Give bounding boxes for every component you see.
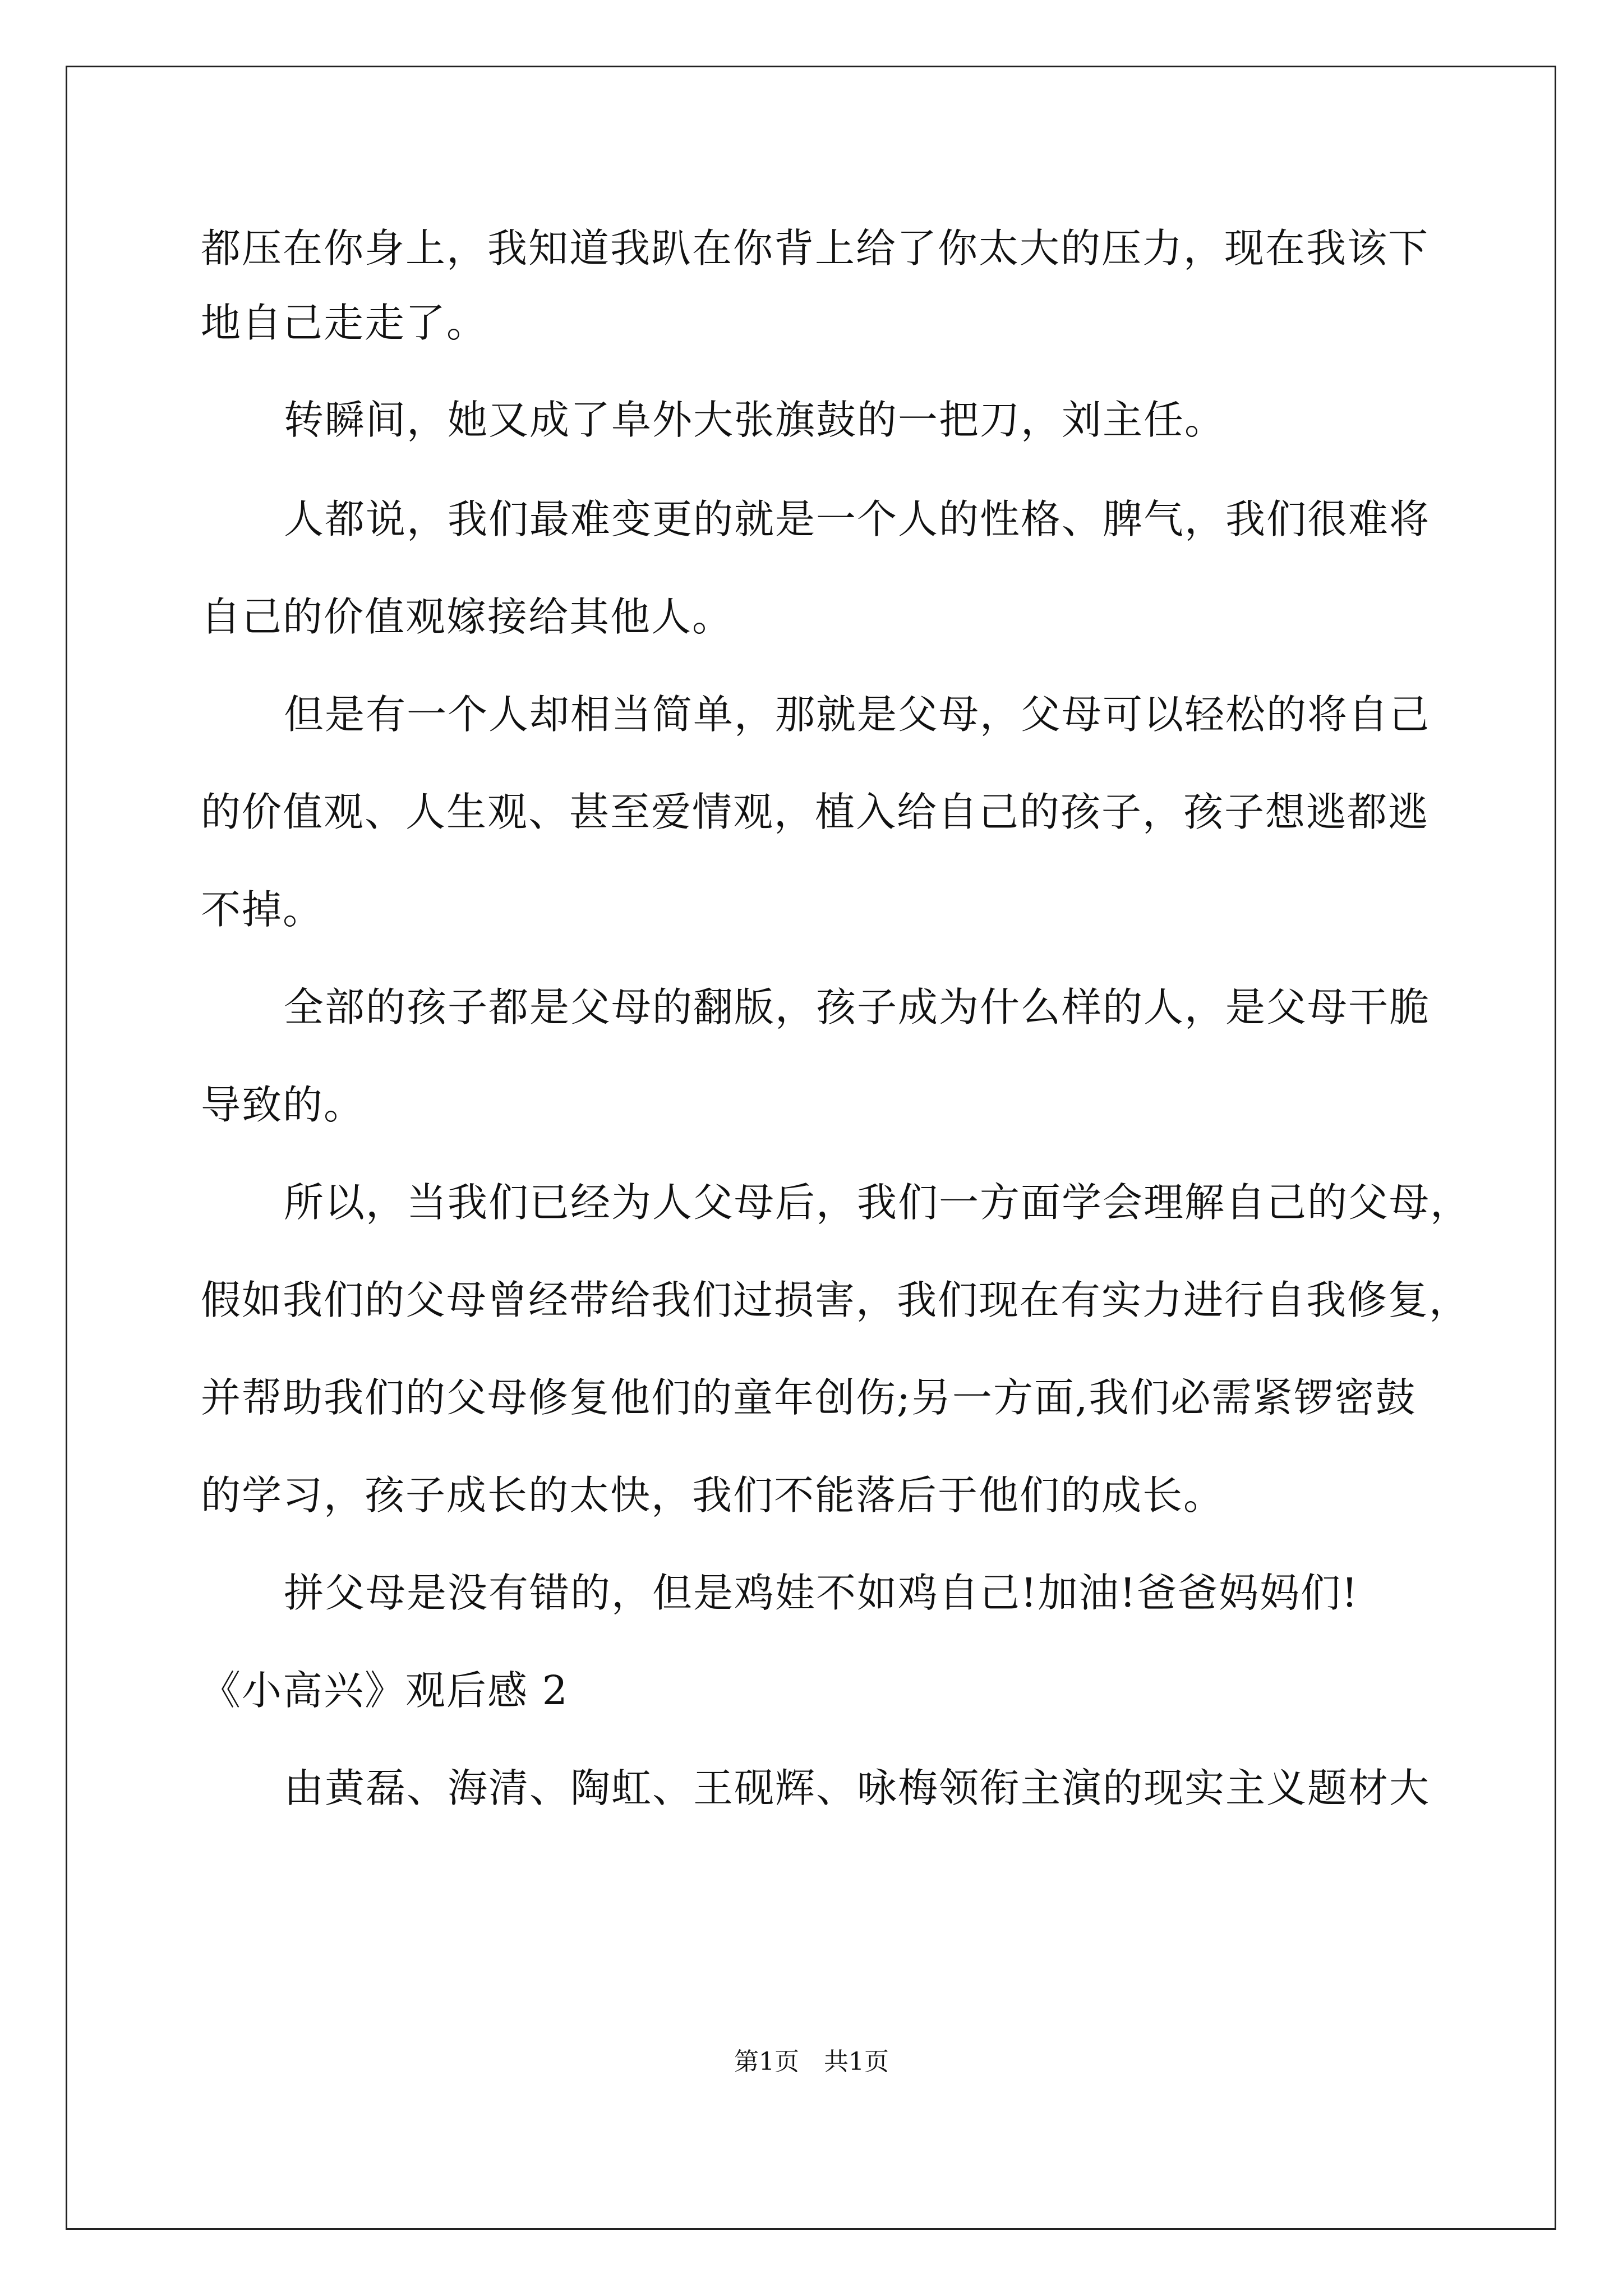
text-line: 的学习，孩子成长的太快，我们不能落后于他们的成长。: [201, 1472, 1225, 1519]
paragraph-line: 但是有一个人却相当简单，那就是父母，父母可以轻松的将自己: [284, 691, 1431, 738]
paragraph-line: 所以，当我们已经为人父母后，我们一方面学会理解自己的父母，: [284, 1179, 1472, 1226]
text-line: 都压在你身上，我知道我趴在你背上给了你太大的压力，现在我该下: [201, 225, 1430, 272]
paragraph-line: 拼父母是没有错的，但是鸡娃不如鸡自己!加油!爸爸妈妈们!: [284, 1570, 1359, 1616]
page-total: 共1页: [824, 2047, 889, 2076]
text-line: 自己的价值观嫁接给其他人。: [201, 593, 734, 640]
page-border: [66, 66, 1556, 2230]
text-line: 的价值观、人生观、甚至爱情观，植入给自己的孩子，孩子想逃都逃: [201, 789, 1430, 835]
paragraph-line: 转瞬间，她又成了阜外大张旗鼓的一把刀，刘主任。: [284, 397, 1226, 443]
text-line: 导致的。: [201, 1082, 365, 1128]
paragraph-line: 全部的孩子都是父母的翻版，孩子成为什么样的人，是父母干脆: [284, 984, 1431, 1030]
text-line: 不掉。: [201, 886, 324, 933]
text-line: 地自己走走了。: [201, 300, 488, 346]
page-number: 第1页: [734, 2047, 799, 2076]
paragraph-line: 由黄磊、海清、陶虹、王砚辉、咏梅领衔主演的现实主义题材大: [284, 1765, 1431, 1811]
page-footer: [0, 2047, 1623, 2076]
paragraph-line: 人都说，我们最难变更的就是一个人的性格、脾气，我们很难将: [284, 496, 1431, 542]
section-heading: 《小高兴》观后感 2: [201, 1667, 569, 1714]
text-line: 并帮助我们的父母修复他们的童年创伤;另一方面,我们必需紧锣密鼓: [201, 1374, 1417, 1421]
text-line: 假如我们的父母曾经带给我们过损害，我们现在有实力进行自我修复，: [201, 1277, 1470, 1323]
